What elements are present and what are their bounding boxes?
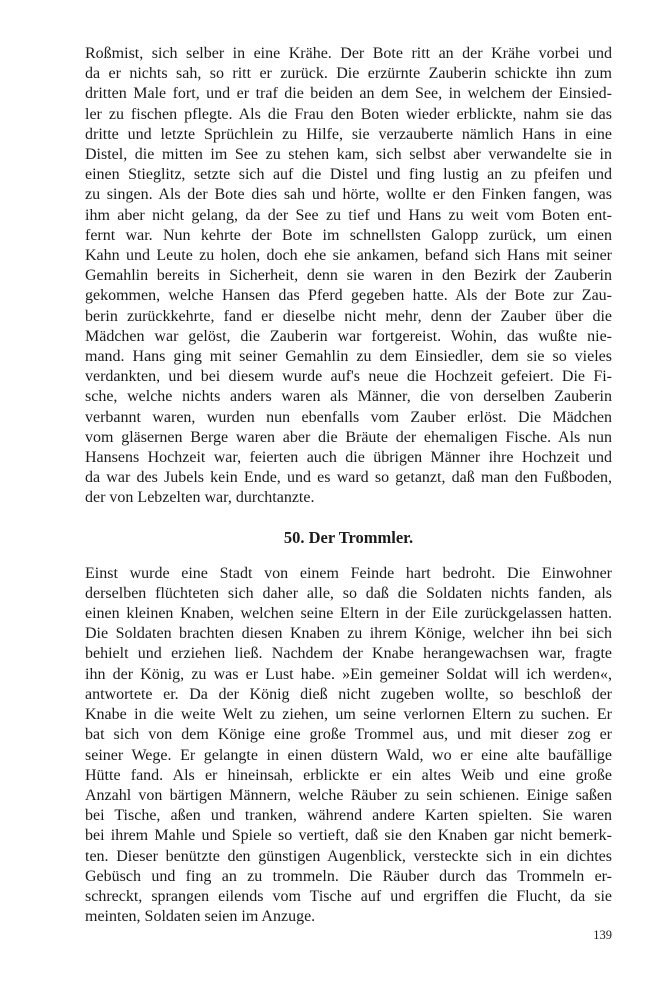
text-line: Kahn und Leute zu holen, doch ehe sie ankamen, befand sich Hans mit seiner [85, 247, 612, 265]
text-line: derselben flüchteten sich daher alle, so daß die Soldaten nichts fanden, als [85, 584, 612, 602]
text-line: vom gläsernen Berge waren aber die Bräute der ehemaligen Fische. Als nun [85, 428, 612, 446]
text-line: verbannt waren, wurden nun ebenfalls vom Zauber erlöst. Die Mädchen [85, 408, 612, 426]
text-line: Die Soldaten brachten diesen Knaben zu ihrem Könige, welcher ihn bei sich [85, 625, 612, 643]
text-line: bei Tische, aßen und tranken, während andere Karten spielten. Sie waren [85, 807, 612, 825]
text-line: ihn der König, zu was er Lust habe. »Ein gemeiner Soldat will ich werden«, [85, 665, 612, 683]
chapter-heading: 50. Der Trommler. [283, 527, 414, 547]
page-number: 139 [593, 928, 612, 942]
text-line: Hütte fand. Als er hineinsah, erblickte er ein altes Weib und eine große [85, 766, 612, 784]
text-line: dritte und letzte Sprüchlein zu Hilfe, sie verzauberte nämlich Hans in eine [85, 125, 612, 143]
text-line: Einst wurde eine Stadt von einem Feinde hart bedroht. Die Einwohner [85, 564, 612, 582]
text-line: einen kleinen Knaben, welchen seine Eltern in der Eile zurückgelassen hatten. [85, 605, 612, 623]
text-line: schreckt, sprangen eilends vom Tische auf und ergriffen die Flucht, da sie [85, 887, 612, 905]
text-line: da war des Jubels kein Ende, und es ward so getanzt, daß man den Fußboden, [85, 469, 612, 487]
text-line: Gemahlin bereits in Sicherheit, denn sie waren in den Bezirk der Zauberin [85, 267, 612, 285]
text-line: verdankten, und bei diesem wurde auf's neue die Hochzeit gefeiert. Die Fi- [85, 368, 612, 386]
text-line: meinten, Soldaten seien im Anzuge. [85, 908, 316, 926]
text-line: antwortete er. Da der König dieß nicht zugeben wollte, so beschloß der [85, 685, 612, 703]
text-line: einen Stieglitz, setzte sich auf die Distel und fing lustig an zu pfeifen und [85, 166, 612, 184]
text-line: ten. Dieser benützte den günstigen Augenblick, versteckte sich in ein dichtes [85, 847, 612, 865]
text-line: dritten Male fort, und er traf die beiden an dem See, in welchem der Einsied- [85, 85, 612, 103]
text-line: fernt war. Nun kehrte der Bote im schnellsten Galopp zurück, um einen [85, 226, 612, 244]
text-line: behielt und erziehen ließ. Nachdem der Knabe herangewachsen war, fragte [85, 645, 612, 663]
text-line: sche, welche nichts anders waren als Männer, die von derselben Zauberin [85, 388, 612, 406]
text-line: Anzahl von bärtigen Männern, welche Räuber zu sein schienen. Einige saßen [85, 786, 612, 804]
text-line: Mädchen war gelöst, die Zauberin war fortgereist. Wohin, das wußte nie- [85, 327, 612, 345]
text-line: bat sich von dem Könige eine große Trommel aus, und mit dieser zog er [85, 726, 612, 744]
text-line: mand. Hans ging mit seiner Gemahlin zu dem Einsiedler, dem sie so vieles [85, 348, 612, 366]
text-line: Distel, die mitten im See zu stehen kam, sich selbst aber verwandelte sie in [85, 146, 612, 164]
text-line: gekommen, welche Hansen das Pferd gegeben hatte. Als der Bote zur Zau- [85, 287, 612, 305]
text-line: berin zurückkehrte, fand er dieselbe nicht mehr, denn der Zauber über die [85, 307, 612, 325]
text-line: Roßmist, sich selber in eine Krähe. Der Bote ritt an der Krähe vorbei und [85, 45, 612, 62]
book-page [85, 44, 612, 927]
text-line: ler zu fischen pflegte. Als die Frau den Boten wieder erblickte, nahm sie das [85, 105, 612, 123]
text-line: Gebüsch und fing an zu trommeln. Die Räuber durch das Trommeln er- [85, 867, 612, 885]
text-line: da er nichts sah, so ritt er zurück. Die erzürnte Zauberin schickte ihn zum [85, 65, 612, 83]
text-line: seiner Wege. Er gelangte in einen düstern Wald, wo er eine alte baufällige [85, 746, 612, 764]
text-line: bei ihrem Mahle und Spiele so vertieft, daß sie den Knaben gar nicht bemerk- [85, 827, 612, 845]
text-line: ihm aber nicht gelang, da der See zu tief und Hans zu weit vom Boten ent- [85, 206, 612, 224]
text-line: Hansens Hochzeit war, feierten auch die übrigen Männer ihre Hochzeit und [85, 449, 612, 467]
text-line: der von Lebzelten war, durchtanzte. [85, 489, 315, 507]
story-ending-paragraph [85, 44, 612, 509]
text-line: zu singen. Als der Bote dies sah und hörte, wollte er den Finken fangen, was [85, 186, 612, 204]
text-line: Knabe in die weite Welt zu ziehen, um seine verlornen Eltern zu suchen. Er [85, 706, 612, 724]
story-opening-paragraph [85, 564, 612, 928]
